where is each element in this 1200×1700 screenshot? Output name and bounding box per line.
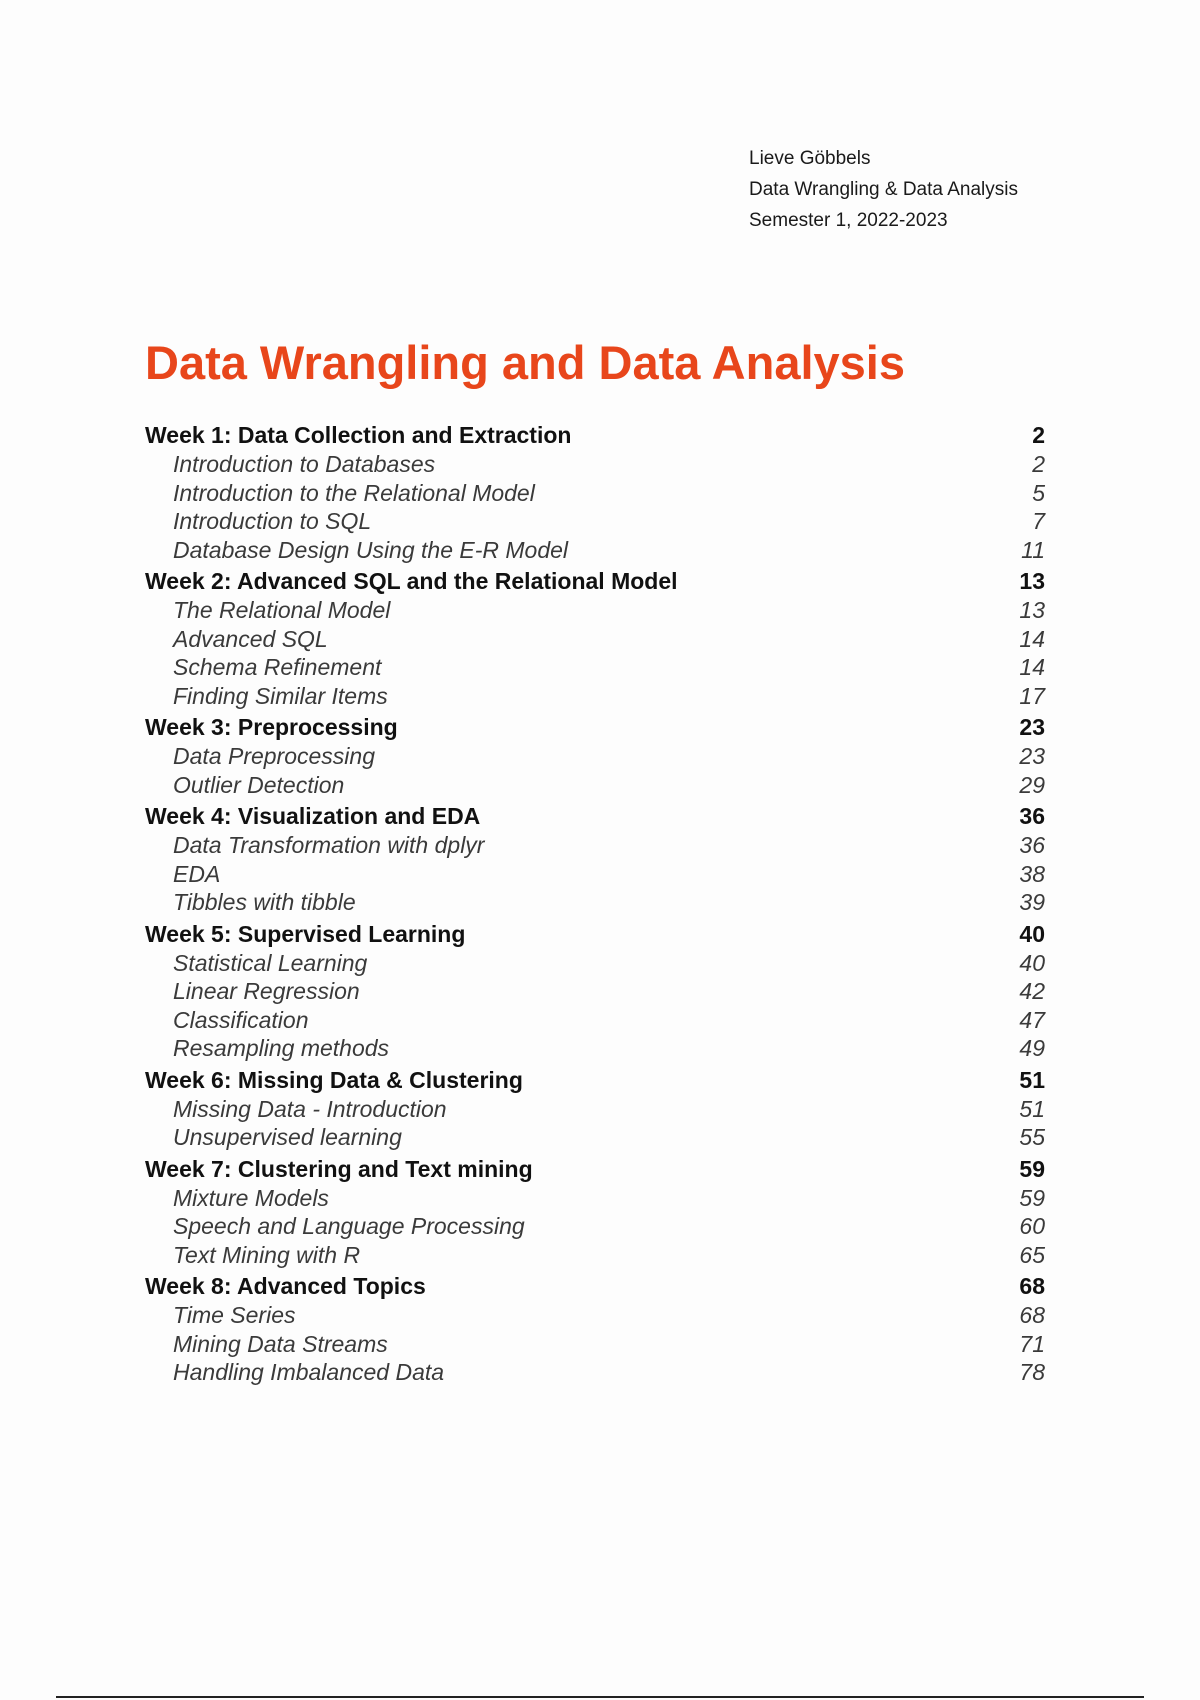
toc-section-entry[interactable] (145, 1123, 1045, 1152)
toc-section-page: 59 (1019, 1184, 1045, 1211)
toc-section-page: 29 (1019, 771, 1045, 798)
toc-section-page: 47 (1019, 1006, 1045, 1033)
toc-section-title: Unsupervised learning (173, 1124, 402, 1150)
toc-section-title: Introduction to the Relational Model (173, 479, 535, 506)
toc-section-title: Data Preprocessing (173, 743, 375, 769)
toc-section-title: Introduction to Databases (173, 451, 436, 477)
toc-week-title: Week 8: Advanced Topics (145, 1273, 426, 1299)
toc-section-title: Mixture Models (173, 1184, 329, 1211)
toc-section-title: Tibbles with tibble (173, 889, 356, 915)
toc-section-title: Outlier Detection (173, 771, 345, 798)
toc-week-page: 51 (1019, 1066, 1045, 1093)
toc-section-entry[interactable] (145, 1330, 1045, 1359)
toc-week-entry[interactable] (145, 420, 1045, 450)
toc-section-title: Missing Data - Introduction (173, 1095, 447, 1122)
toc-section-entry[interactable] (145, 625, 1045, 654)
document-title: Data Wrangling and Data Analysis (145, 336, 906, 389)
toc-section-page: 14 (1019, 625, 1045, 652)
toc-section-page: 11 (1021, 536, 1045, 563)
toc-week-entry[interactable] (145, 1065, 1045, 1095)
toc-week-title: Week 1: Data Collection and Extraction (145, 422, 572, 448)
toc-section-title: Time Series (173, 1302, 296, 1328)
toc-section-entry[interactable] (145, 653, 1045, 682)
toc-section-page: 5 (1032, 479, 1045, 506)
toc-section-page: 78 (1019, 1359, 1045, 1385)
toc-section-entry[interactable] (145, 596, 1045, 625)
toc-section-page: 65 (1019, 1241, 1045, 1268)
toc-week-page: 23 (1019, 714, 1045, 740)
toc-section-page: 14 (1019, 654, 1045, 680)
toc-section-page: 71 (1019, 1330, 1045, 1357)
semester-label: Semester 1, 2022-2023 (749, 210, 948, 231)
toc-section-entry[interactable] (145, 682, 1045, 711)
table-of-contents (145, 418, 1045, 1387)
toc-section-entry[interactable] (145, 1301, 1045, 1330)
course-name: Data Wrangling & Data Analysis (749, 179, 1018, 200)
toc-week-page: 40 (1019, 920, 1045, 947)
toc-week-page: 13 (1019, 568, 1045, 594)
toc-week-entry[interactable] (145, 1154, 1045, 1184)
toc-week-title: Week 6: Missing Data & Clustering (145, 1066, 523, 1093)
toc-section-entry[interactable] (145, 479, 1045, 508)
toc-section-entry[interactable] (145, 888, 1045, 917)
toc-week-entry[interactable] (145, 919, 1045, 949)
toc-section-entry[interactable] (145, 742, 1045, 771)
toc-section-entry[interactable] (145, 771, 1045, 800)
toc-week-page: 59 (1019, 1155, 1045, 1182)
toc-section-title: Database Design Using the E-R Model (173, 536, 569, 563)
toc-section-entry[interactable] (145, 1095, 1045, 1124)
toc-section-title: EDA (173, 860, 221, 887)
toc-section-entry[interactable] (145, 831, 1045, 860)
toc-section-title: Advanced SQL (173, 625, 328, 652)
toc-week-entry[interactable] (145, 566, 1045, 596)
toc-section-entry[interactable] (145, 1212, 1045, 1241)
toc-week-entry[interactable] (145, 712, 1045, 742)
toc-section-title: Introduction to SQL (173, 508, 372, 534)
toc-section-title: Finding Similar Items (173, 682, 388, 709)
toc-section-page: 51 (1019, 1095, 1045, 1122)
toc-week-entry[interactable] (145, 801, 1045, 831)
toc-section-page: 55 (1019, 1124, 1045, 1150)
toc-section-title: Linear Regression (173, 978, 360, 1004)
toc-week-title: Week 3: Preprocessing (145, 714, 398, 740)
toc-section-entry[interactable] (145, 536, 1045, 565)
toc-section-page: 36 (1019, 832, 1045, 858)
toc-section-title: Speech and Language Processing (173, 1213, 525, 1239)
document-header (749, 143, 1018, 236)
toc-section-title: Handling Imbalanced Data (173, 1359, 445, 1385)
toc-section-entry[interactable] (145, 1006, 1045, 1035)
toc-section-page: 13 (1019, 597, 1045, 623)
toc-section-entry[interactable] (145, 507, 1045, 536)
toc-section-title: Resampling methods (173, 1035, 390, 1061)
toc-section-page: 38 (1019, 860, 1045, 887)
toc-section-page: 68 (1019, 1302, 1045, 1328)
toc-section-page: 42 (1019, 978, 1045, 1004)
toc-week-page: 68 (1019, 1273, 1045, 1299)
toc-section-title: Data Transformation with dplyr (173, 832, 485, 858)
author-name: Lieve Göbbels (749, 148, 871, 169)
toc-section-page: 17 (1019, 682, 1045, 709)
toc-section-title: Mining Data Streams (173, 1330, 388, 1357)
toc-section-title: Schema Refinement (173, 654, 382, 680)
toc-section-entry[interactable] (145, 860, 1045, 889)
footer-rule (56, 1696, 1144, 1698)
toc-section-page: 40 (1019, 949, 1045, 976)
toc-week-entry[interactable] (145, 1271, 1045, 1301)
toc-section-entry[interactable] (145, 977, 1045, 1006)
toc-section-page: 7 (1032, 508, 1045, 534)
toc-week-page: 2 (1032, 422, 1045, 448)
toc-section-page: 39 (1019, 889, 1045, 915)
toc-section-title: Classification (173, 1006, 309, 1033)
toc-section-entry[interactable] (145, 450, 1045, 479)
toc-week-title: Week 7: Clustering and Text mining (145, 1155, 533, 1182)
toc-section-title: Text Mining with R (173, 1241, 361, 1268)
toc-section-entry[interactable] (145, 949, 1045, 978)
toc-section-entry[interactable] (145, 1184, 1045, 1213)
toc-week-page: 36 (1019, 803, 1045, 829)
toc-section-entry[interactable] (145, 1034, 1045, 1063)
toc-section-title: Statistical Learning (173, 949, 368, 976)
toc-section-page: 60 (1019, 1213, 1045, 1239)
toc-section-page: 23 (1019, 743, 1045, 769)
toc-section-page: 49 (1019, 1035, 1045, 1061)
toc-section-entry[interactable] (145, 1358, 1045, 1387)
toc-week-title: Week 2: Advanced SQL and the Relational Model (145, 568, 678, 594)
toc-section-entry[interactable] (145, 1241, 1045, 1270)
toc-section-title: The Relational Model (173, 597, 391, 623)
toc-week-title: Week 5: Supervised Learning (145, 920, 466, 947)
toc-section-page: 2 (1032, 451, 1045, 477)
toc-week-title: Week 4: Visualization and EDA (145, 803, 481, 829)
